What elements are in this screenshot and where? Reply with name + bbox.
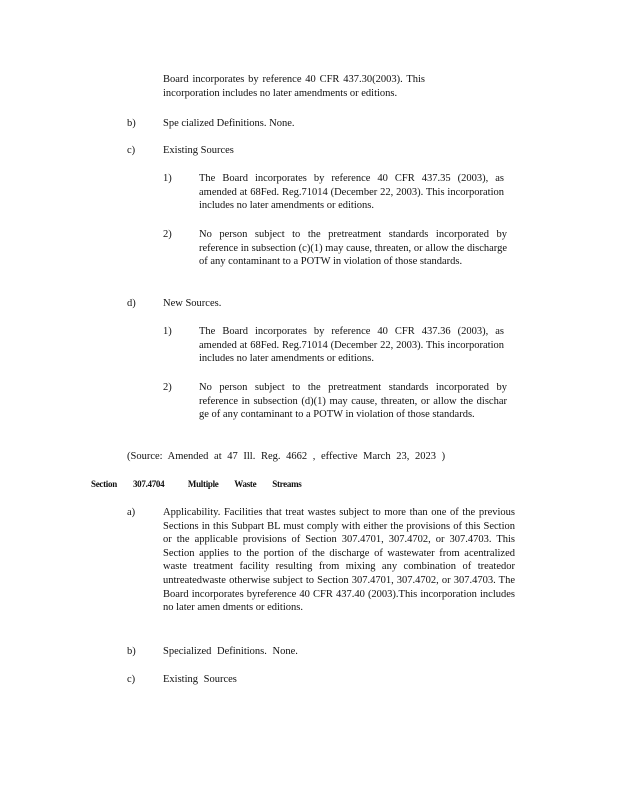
item-label-b: b) (127, 118, 136, 129)
item-label-c2: 2) (163, 229, 172, 240)
section-item-label-b: b) (127, 646, 136, 657)
applicability-paragraph: Applicability. Facilities that treat wastes subject to more than one of the previous Sections in this Subpart BL must comply with either the provisions of this Section or the applicable provisions of Section 307.4701, 307.4702, or 307.4703. This Section applies to the portion of the discharge of wastewater from acentralized waste treatment facility resulting from mixing any combination of treatedor untreatedwaste otherwise subject to Section 307.4701, 307.4702, or 307.4703. The Board incorporates byreference 40 CFR 437.40 (2003).This incorporation includes no later amen dments or editions. (163, 507, 515, 614)
existing-sources-paragraph-1: The Board incorporates by reference 40 CFR 437.35 (2003), as amended at 68Fed. Reg.71014 (December 22, 2003). This incorporation includes no later amendments or editions. (199, 173, 504, 212)
section-specialized-definitions: Specialized Definitions. None. (163, 646, 298, 657)
new-sources-paragraph-1: The Board incorporates by reference 40 CFR 437.36 (2003), as amended at 68Fed. Reg.71014 (December 22, 2003). This incorporation includes no later amendments or editions. (199, 326, 504, 365)
section-number: 307.4704 (132, 479, 165, 489)
specialized-definitions: Spe cialized Definitions. None. (163, 118, 295, 129)
source-note: (Source: Amended at 47 Ill. Reg. 4662 , effective March 23, 2023 ) (127, 451, 446, 462)
existing-sources-paragraph-2: No person subject to the pretreatment standards incorporated by reference in subsection (c)(1) may cause, threaten, or allow the discharge of any contaminant to a POTW in violation of those standards. (199, 229, 507, 268)
new-sources-paragraph-2: No person subject to the pretreatment standards incorporated by reference in subsection (d)(1) may cause, threaten, or allow the dischar ge of any contaminant to a POTW in violation of those standards. (199, 382, 507, 421)
section-item-label-a: a) (127, 507, 136, 518)
item-label-d1: 1) (163, 326, 172, 337)
existing-sources-heading: Existing Sources (163, 145, 234, 156)
section-word: Section (91, 479, 117, 489)
section-existing-sources: Existing Sources (163, 674, 237, 685)
new-sources-heading: New Sources. (163, 298, 222, 309)
item-label-d: d) (127, 298, 136, 309)
item-label-c1: 1) (163, 173, 172, 184)
section-heading (91, 478, 301, 492)
section-title: Multiple Waste Streams (187, 479, 302, 489)
section-item-label-c: c) (127, 674, 136, 685)
intro-paragraph: Board incorporates by reference 40 CFR 437.30(2003). This incorporation includes no later amendments or editions. (163, 74, 425, 99)
item-label-c: c) (127, 145, 136, 156)
item-label-d2: 2) (163, 382, 172, 393)
